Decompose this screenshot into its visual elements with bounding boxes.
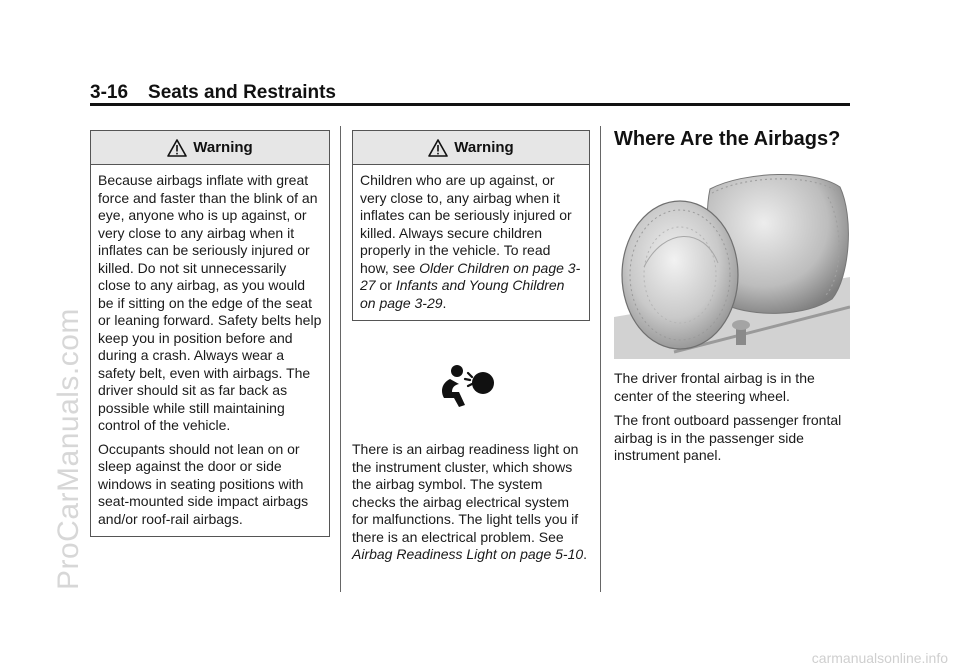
warning-body bbox=[91, 165, 329, 536]
cross-reference-link[interactable]: Infants and Young Children on page 3-29 bbox=[360, 277, 565, 311]
warning-title: Warning bbox=[193, 139, 253, 156]
warning-paragraph bbox=[360, 172, 582, 312]
page-header bbox=[90, 82, 336, 104]
section-title-header: Seats and Restraints bbox=[148, 82, 336, 103]
warning-text: Children who are up against, or very close to, any airbag when it inflates can be seriously injured or killed. Always secure children properly in the vehicle. To read how, see bbox=[360, 172, 572, 276]
warning-text: or bbox=[375, 277, 396, 293]
warning-body bbox=[353, 165, 589, 320]
warning-header bbox=[91, 131, 329, 165]
readiness-paragraph bbox=[352, 441, 588, 564]
side-watermark: ProCarManuals.com bbox=[52, 308, 85, 590]
header-rule bbox=[90, 103, 850, 106]
section-heading: Where Are the Airbags? bbox=[614, 128, 841, 150]
warning-box-airbag-force bbox=[90, 130, 330, 537]
readiness-light-text bbox=[352, 441, 588, 571]
body-text: . bbox=[583, 546, 588, 562]
warning-paragraph: Because airbags inflate with great force and faster than the blink of an eye, anyone who is up against, or very close to any airbag when it inflates can be seriously injured or killed. Do not sit unnecessarily close to any airbag, as you would be if sitting on the edge of the seat or leaning forward. Safety belts help keep you in position before and during a crash. Always wear a safety belt, even with airbags. The driver should sit as far back as possible while still maintaining control of the vehicle. bbox=[98, 172, 322, 433]
warning-header bbox=[353, 131, 589, 165]
column-divider-right bbox=[600, 126, 601, 592]
airbag-location-text bbox=[614, 370, 850, 472]
warning-triangle-icon bbox=[428, 139, 448, 157]
column-divider-left bbox=[340, 126, 341, 592]
warning-title: Warning bbox=[454, 139, 514, 156]
airbag-readiness-icon bbox=[428, 359, 500, 413]
warning-triangle-icon bbox=[167, 139, 187, 157]
body-paragraph: The front outboard passenger frontal airbag is in the passenger side instrument panel. bbox=[614, 412, 842, 463]
body-text: There is an airbag readiness light on the instrument cluster, which shows the airbag symbol. The system checks the airbag electrical system for malfunctions. The light tells you if there is an electrical problem. See bbox=[352, 441, 579, 545]
warning-paragraph: Occupants should not lean on or sleep against the door or side windows in seating positions with seat-mounted side impact airbags and/or roof-rail airbags. bbox=[98, 440, 309, 527]
page-number: 3-16 bbox=[90, 82, 129, 103]
body-paragraph: The driver frontal airbag is in the center of the steering wheel. bbox=[614, 370, 815, 404]
airbags-illustration bbox=[614, 167, 850, 359]
warning-box-children bbox=[352, 130, 590, 321]
warning-text: . bbox=[442, 294, 447, 311]
cross-reference-link[interactable]: Airbag Readiness Light on page 5-10 bbox=[352, 546, 584, 562]
cross-reference-link[interactable]: Older Children on page 3-27 bbox=[360, 259, 581, 293]
footer-watermark: carmanualsonline.info bbox=[811, 650, 948, 666]
